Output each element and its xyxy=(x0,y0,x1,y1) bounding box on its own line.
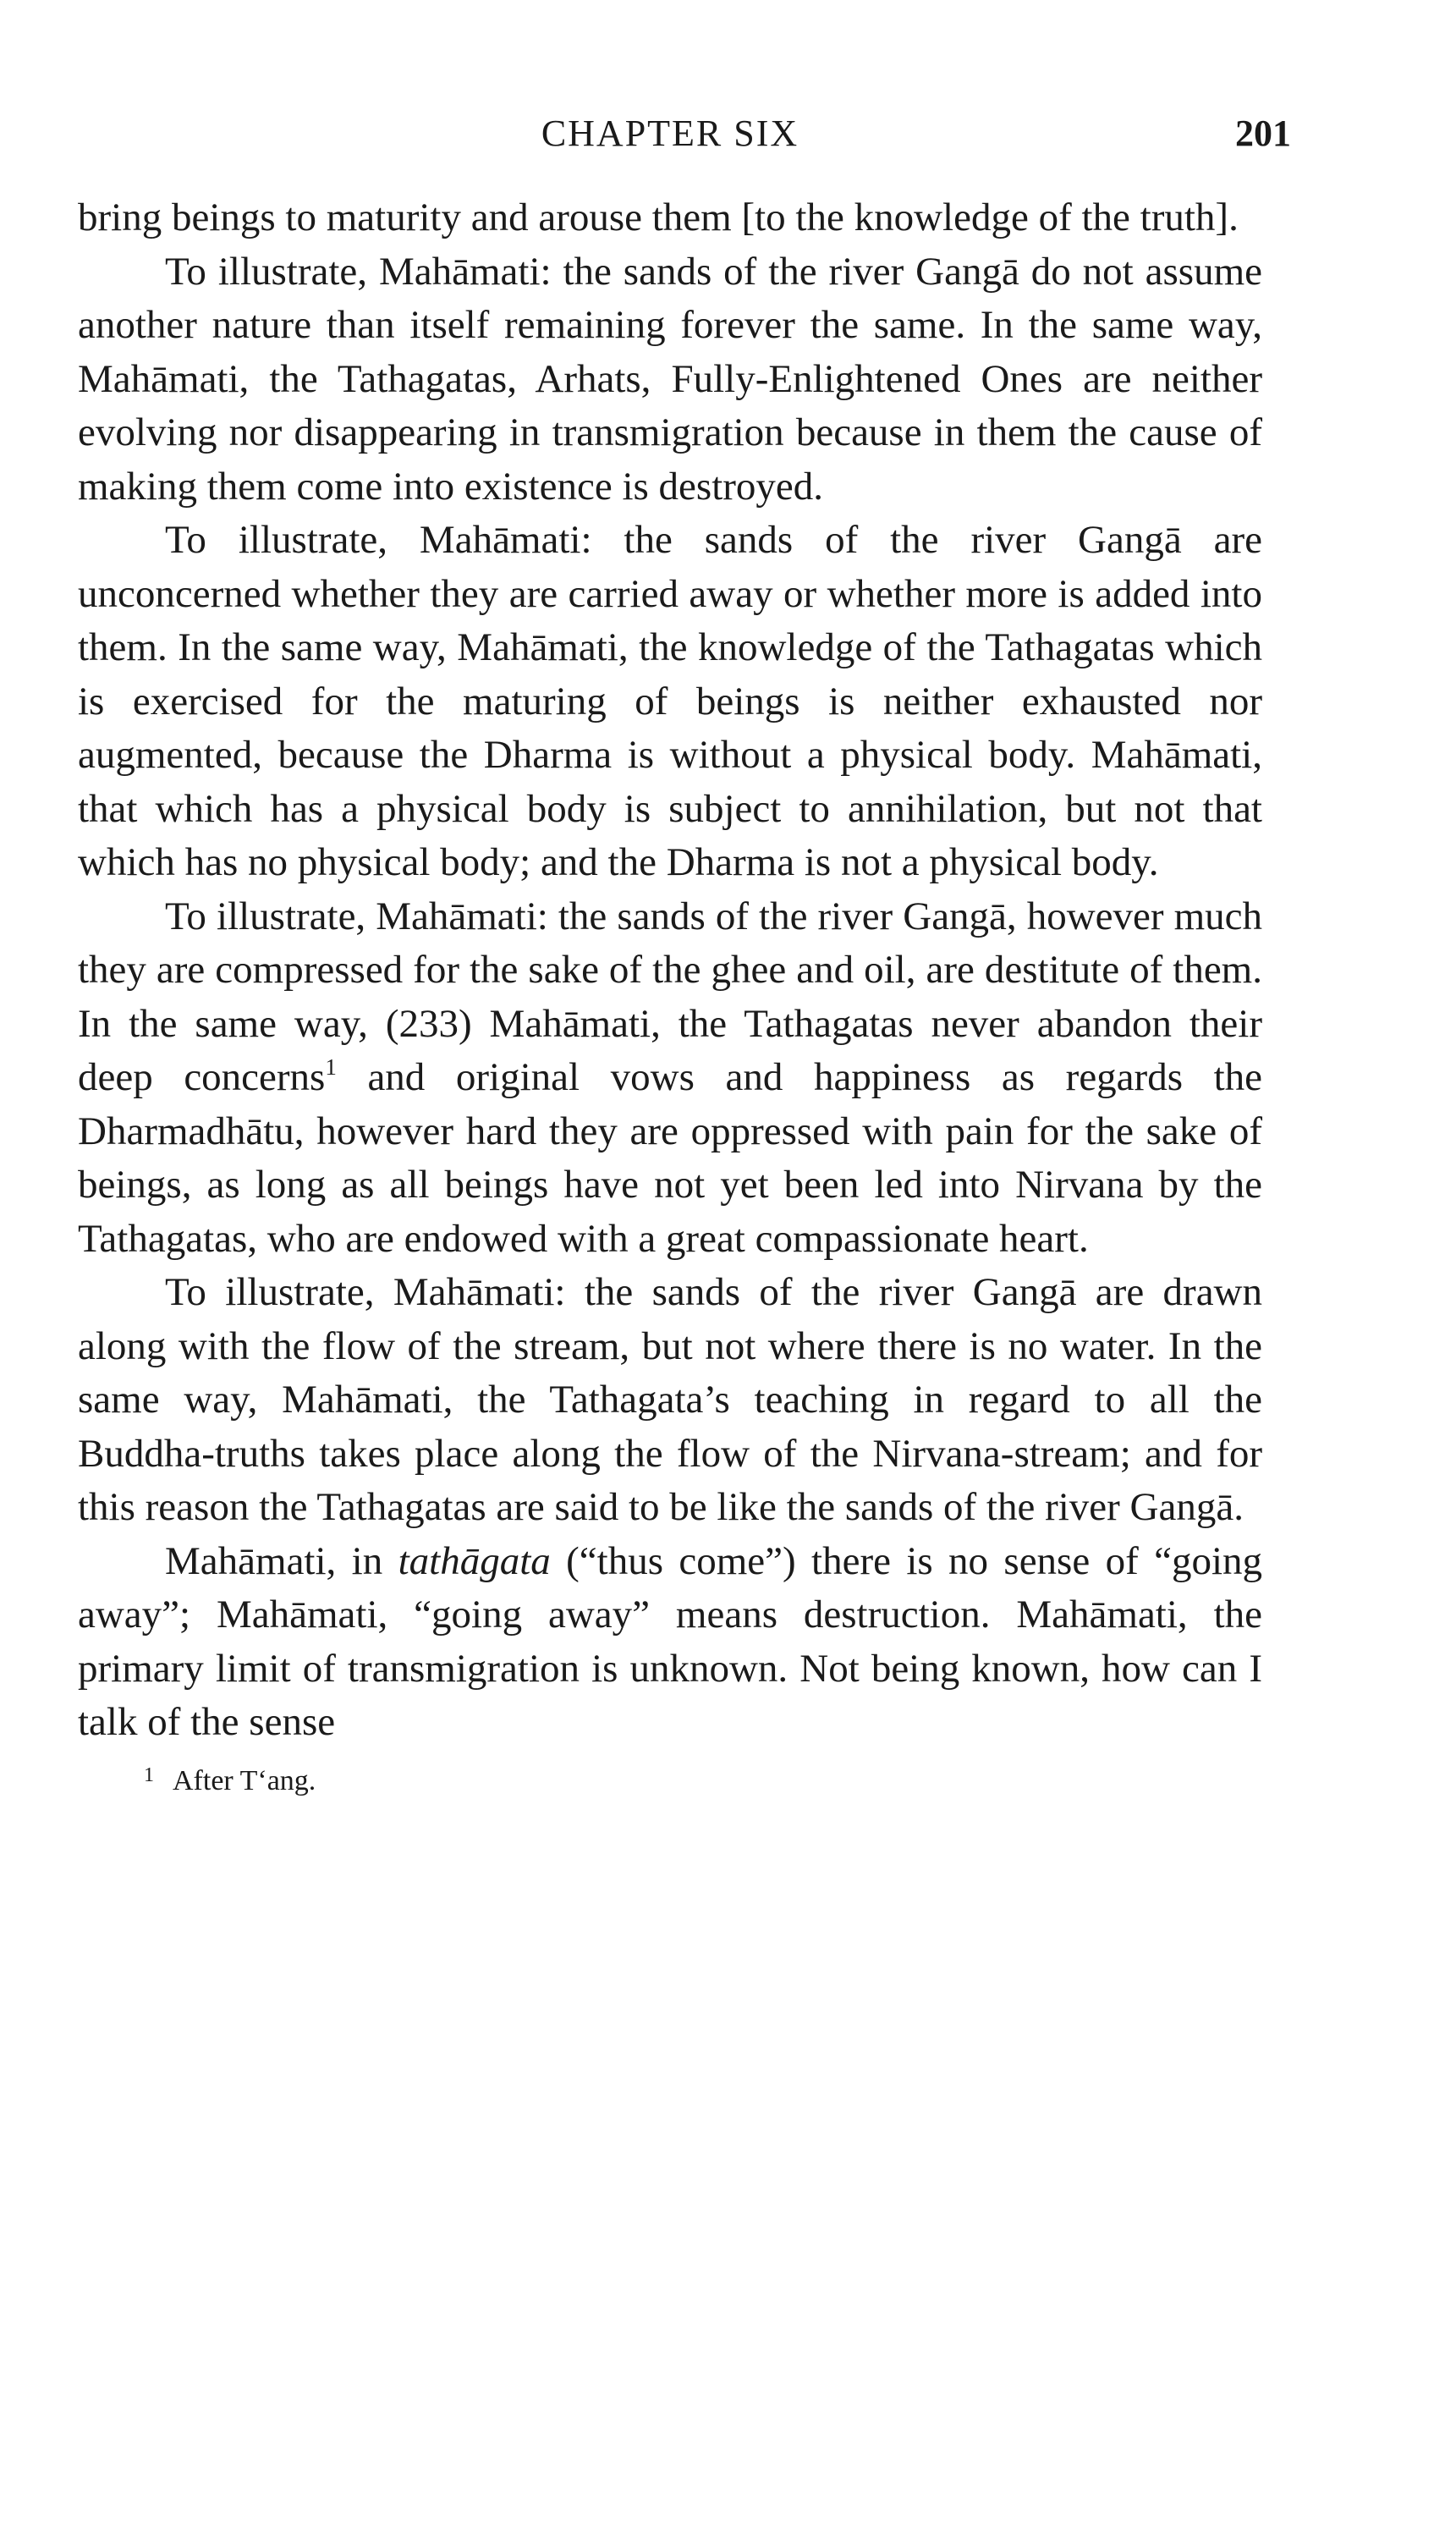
paragraph xyxy=(78,1535,1262,1750)
body-text xyxy=(78,191,1262,1750)
paragraph-continued: bring beings to maturity and arouse them [to the knowledge of the truth]. xyxy=(78,195,1239,239)
italic-term: tathāgata xyxy=(398,1538,551,1583)
footnote-text: After T‘ang. xyxy=(173,1764,316,1796)
paragraph: To illustrate, Mahāmati: the sands of the river Gangā are unconcerned whether they are carried away or whether more is added into them. In the same way, Mahāmati, the knowledge of the Tathagatas which is exercised for the maturing of beings is neither exhausted nor augmented, because the Dharma is without a physical body. Mahāmati, that which has a physical body is subject to annihilation, but not that which has no physical body; and the Dharma is not a physical body. xyxy=(78,518,1262,884)
footnote-mark: 1 xyxy=(144,1763,154,1786)
running-head xyxy=(78,102,1291,169)
footnote-reference: 1 xyxy=(325,1054,337,1080)
page-number: 201 xyxy=(1235,113,1291,154)
paragraph-text: (“thus come”) there is no sense of “going away”; Mahāmati, “going away” means destruction. Mahāmati, the primary limit of transmigration is unknown. Not being known, how can I talk of the sense xyxy=(78,1538,1262,1744)
paragraph: To illustrate, Mahāmati: the sands of the river Gangā are drawn along with the flow of the stream, but not where there is no water. In the same way, Mahāmati, the Tathagata’s teaching in regard to all the Buddha-truths takes place along the flow of the Nirvana-stream; and for this reason the Tathagatas are said to be like the sands of the river Gangā. xyxy=(78,1270,1262,1529)
paragraph xyxy=(78,890,1262,1267)
chapter-title: CHAPTER SIX xyxy=(541,113,799,154)
paragraph-text: and original vows and happiness as regards the Dharmadhātu, however hard they are oppressed with pain for the sake of beings, as long as all beings have not yet been led into Nirvana by the Tathagatas, who are endowed with a great compassionate heart. xyxy=(78,1055,1262,1261)
paragraph: To illustrate, Mahāmati: the sands of the river Gangā do not assume another nature than itself remaining forever the same. In the same way, Mahāmati, the Tathagatas, Arhats, Fully-Enlightened Ones are neither evolving nor disappearing in transmigration because in them the cause of making them come into existence is destroyed. xyxy=(78,249,1262,509)
footnote xyxy=(78,1757,1262,1800)
book-page xyxy=(78,102,1291,1800)
paragraph-text: To illustrate, Mahāmati: the sands of the river Gangā, however much they are compressed for the sake of the ghee and oil, are destitute of them. In the same way, (233) Mahāmati, the Tathagatas never abandon their deep concerns xyxy=(78,894,1262,1099)
paragraph-text: Mahāmati, in xyxy=(165,1538,398,1583)
